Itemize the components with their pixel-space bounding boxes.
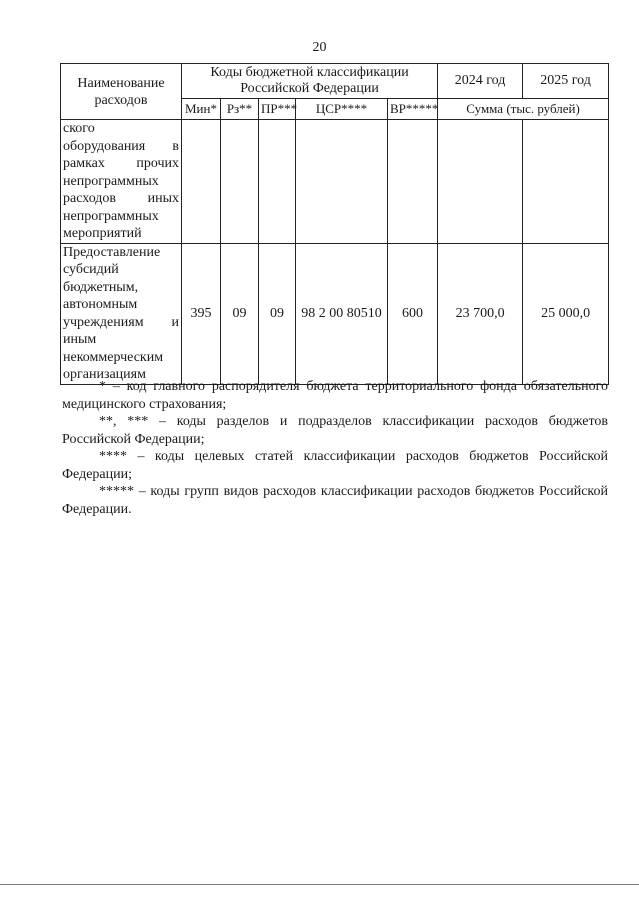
header-row xyxy=(61,64,609,99)
row-rz xyxy=(221,120,259,244)
row-name: Предоставление субсидий бюджетным, автономным учреждениям и иным некоммерческим организациям xyxy=(61,243,182,384)
row-sum-2024: 23 700,0 xyxy=(438,243,523,384)
header-name: Наименование расходов xyxy=(61,64,182,120)
row-sum-2025: 25 000,0 xyxy=(523,243,609,384)
footnotes xyxy=(62,378,608,518)
table-row xyxy=(61,120,609,244)
row-csr xyxy=(296,120,388,244)
row-vr: 600 xyxy=(388,243,438,384)
footnote-csr: **** – коды целевых статей классификации расходов бюджетов Российской Федерации; xyxy=(62,449,608,482)
row-sum-2024 xyxy=(438,120,523,244)
footnote-rz-pr: **, *** – коды разделов и подразделов классификации расходов бюджетов Российской Федерации; xyxy=(62,414,608,447)
header-year-2024: 2024 год xyxy=(438,64,523,99)
footnote-vr: ***** – коды групп видов расходов классификации расходов бюджетов Российской Федерации. xyxy=(62,484,608,517)
header-year-2025: 2025 год xyxy=(523,64,609,99)
budget-table xyxy=(60,63,609,385)
row-name: ского оборудования в рамках прочих непрограммных расходов иных непрограммных мероприятий xyxy=(61,120,182,244)
header-rz: Рз** xyxy=(221,99,259,120)
header-codes-group: Коды бюджетной классификации Российской Федерации xyxy=(182,64,438,99)
header-pr: ПР*** xyxy=(259,99,296,120)
row-pr: 09 xyxy=(259,243,296,384)
row-rz: 09 xyxy=(221,243,259,384)
row-sum-2025 xyxy=(523,120,609,244)
row-vr xyxy=(388,120,438,244)
row-min xyxy=(182,120,221,244)
table-row xyxy=(61,243,609,384)
header-min: Мин* xyxy=(182,99,221,120)
header-csr: ЦСР**** xyxy=(296,99,388,120)
page-bottom-divider xyxy=(0,884,639,885)
footnote-min: * – код главного распорядителя бюджета территориального фонда обязательного медицинского страхования; xyxy=(62,379,608,412)
page-number: 20 xyxy=(312,40,327,55)
row-pr xyxy=(259,120,296,244)
header-sum: Сумма (тыс. рублей) xyxy=(438,99,609,120)
header-vr: ВР***** xyxy=(388,99,438,120)
row-min: 395 xyxy=(182,243,221,384)
row-csr: 98 2 00 80510 xyxy=(296,243,388,384)
